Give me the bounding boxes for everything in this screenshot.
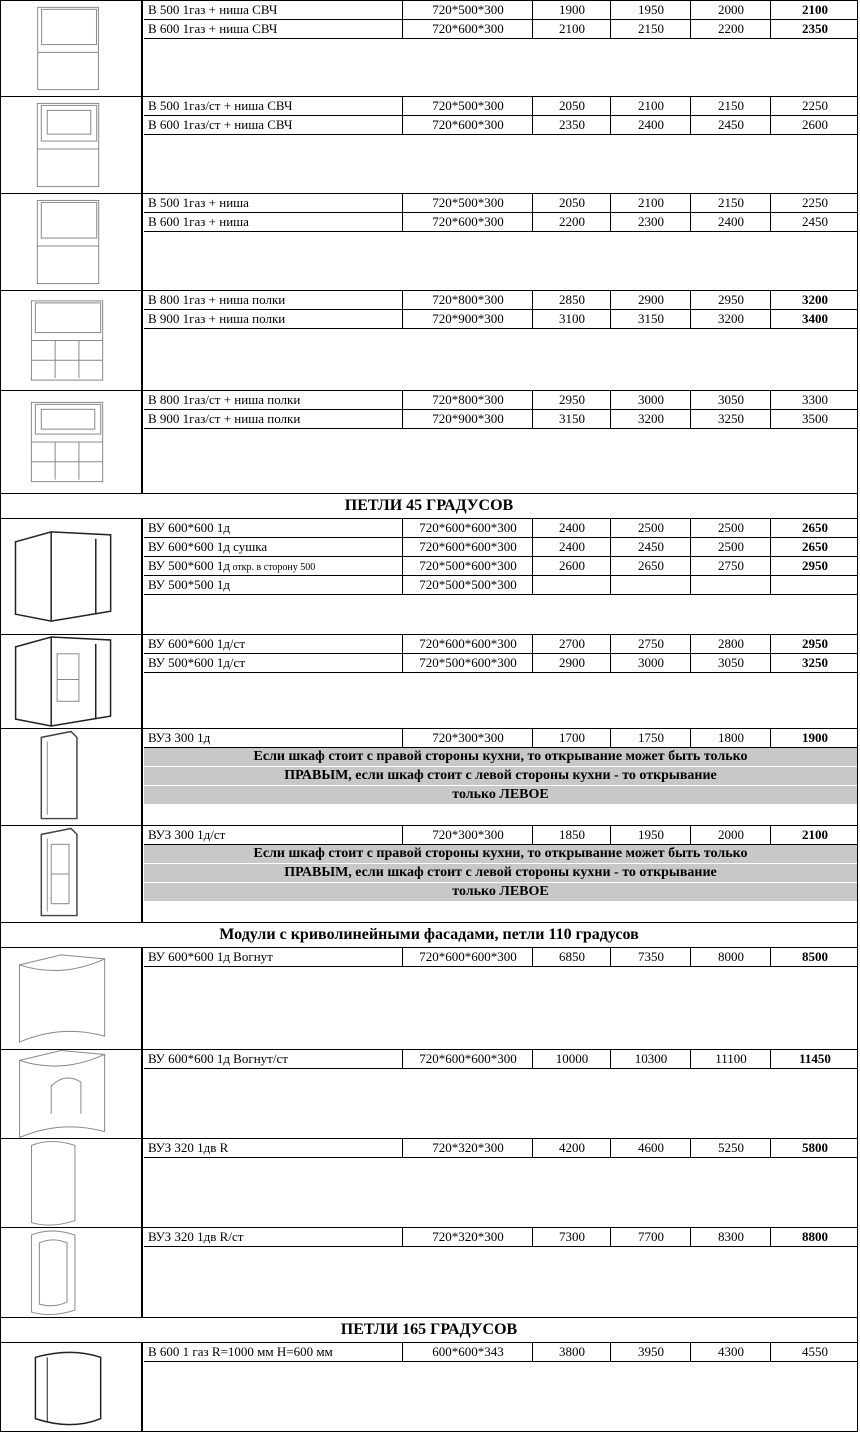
- opening-note: ПРАВЫМ, если шкаф стоит с левой стороны кухни - то открывание: [144, 864, 857, 883]
- dimensions: 720*800*300: [402, 391, 533, 409]
- price-3: 2400: [690, 213, 771, 231]
- price-1: 1700: [532, 729, 611, 747]
- price-1: 2850: [532, 291, 611, 309]
- product-block: [0, 826, 858, 923]
- price-4: 3200: [770, 291, 859, 309]
- product-image: [1, 948, 143, 1049]
- product-image: [1, 729, 143, 825]
- table-row: [144, 538, 857, 557]
- dimensions: 720*600*300: [402, 20, 533, 38]
- product-block: [0, 97, 858, 194]
- price-3: 2800: [690, 635, 771, 653]
- price-4: [770, 576, 859, 594]
- price-2: 2400: [610, 116, 691, 134]
- price-4: 2950: [770, 557, 859, 575]
- price-2: 2100: [610, 97, 691, 115]
- price-4: 8800: [770, 1228, 859, 1246]
- price-rows: [144, 1050, 857, 1069]
- dimensions: 720*300*300: [402, 729, 533, 747]
- dimensions: 720*500*500*300: [402, 576, 533, 594]
- price-3: 2000: [690, 826, 771, 844]
- price-3: 5250: [690, 1139, 771, 1157]
- table-row: [144, 1050, 857, 1069]
- price-1: 10000: [532, 1050, 611, 1068]
- product-block: [0, 729, 858, 826]
- product-image: [1, 194, 143, 290]
- price-rows: [144, 1343, 857, 1362]
- product-image: [1, 635, 143, 728]
- price-1: 2350: [532, 116, 611, 134]
- price-4: 4550: [770, 1343, 859, 1361]
- product-block: [0, 391, 858, 494]
- table-row: [144, 948, 857, 967]
- price-2: 4600: [610, 1139, 691, 1157]
- table-row: [144, 576, 857, 595]
- model-name: ВУЗ 320 1дв R/ст: [148, 1229, 244, 1244]
- product-image: [1, 519, 143, 634]
- table-row: [144, 391, 857, 410]
- wall-cabinet-microwave-niche-icon: [1, 1, 141, 96]
- opening-note: только ЛЕВОЕ: [144, 883, 857, 902]
- price-3: 2500: [690, 538, 771, 556]
- product-block: [0, 0, 858, 97]
- model-name: ВУЗ 320 1дв R: [148, 1140, 229, 1155]
- table-row: [144, 20, 857, 39]
- price-2: 1950: [610, 1, 691, 19]
- dimensions: 720*600*600*300: [402, 948, 533, 966]
- price-3: [690, 576, 771, 594]
- model-name: В 500 1газ + ниша: [148, 195, 249, 210]
- price-4: 2350: [770, 20, 859, 38]
- price-1: 2700: [532, 635, 611, 653]
- price-1: 1900: [532, 1, 611, 19]
- price-rows: [144, 1139, 857, 1158]
- price-3: 2000: [690, 1, 771, 19]
- table-row: [144, 310, 857, 329]
- price-4: 3400: [770, 310, 859, 328]
- dimensions: 720*500*600*300: [402, 654, 533, 672]
- dimensions: 720*800*300: [402, 291, 533, 309]
- price-4: 1900: [770, 729, 859, 747]
- model-name: В 800 1газ/ст + ниша полки: [148, 392, 301, 407]
- model-name: В 500 1газ/ст + ниша СВЧ: [148, 98, 293, 113]
- product-image: [1, 291, 143, 390]
- dimensions: 720*600*600*300: [402, 519, 533, 537]
- price-1: 2200: [532, 213, 611, 231]
- product-image: [1, 391, 143, 493]
- model-name: В 500 1газ + ниша СВЧ: [148, 2, 278, 17]
- model-name: В 600 1газ + ниша: [148, 214, 249, 229]
- price-4: 3300: [770, 391, 859, 409]
- price-4: 2250: [770, 194, 859, 212]
- price-3: 8300: [690, 1228, 771, 1246]
- product-block: [0, 635, 858, 729]
- price-2: 3200: [610, 410, 691, 428]
- dimensions: 720*500*300: [402, 194, 533, 212]
- price-3: 2150: [690, 97, 771, 115]
- price-1: 3150: [532, 410, 611, 428]
- corner-wall-cabinet-glass-icon: [1, 635, 141, 728]
- price-2: 2100: [610, 194, 691, 212]
- price-4: 2600: [770, 116, 859, 134]
- price-3: 11100: [690, 1050, 771, 1068]
- model-name: В 600 1 газ R=1000 мм H=600 мм: [148, 1344, 333, 1359]
- price-3: 2450: [690, 116, 771, 134]
- product-image: [1, 1228, 143, 1317]
- price-1: 2100: [532, 20, 611, 38]
- price-2: 3000: [610, 654, 691, 672]
- wall-cabinet-glass-microwave-niche-icon: [1, 97, 141, 193]
- dimensions: 720*300*300: [402, 826, 533, 844]
- price-3: 2750: [690, 557, 771, 575]
- wall-cabinet-shelf-niche-icon: [1, 291, 141, 390]
- dimensions: 600*600*343: [402, 1343, 533, 1361]
- product-image: [1, 1343, 143, 1431]
- product-image: [1, 1139, 143, 1227]
- model-name: ВУ 500*500 1д: [148, 577, 230, 592]
- price-4: 2650: [770, 519, 859, 537]
- price-2: 7700: [610, 1228, 691, 1246]
- price-2: [610, 576, 691, 594]
- model-name: В 900 1газ/ст + ниша полки: [148, 411, 301, 426]
- opening-note: ПРАВЫМ, если шкаф стоит с левой стороны кухни - то открывание: [144, 767, 857, 786]
- price-1: 3100: [532, 310, 611, 328]
- section-heading: Модули с криволинейными фасадами, петли 110 градусов: [0, 923, 858, 948]
- price-1: 2400: [532, 519, 611, 537]
- price-1: 4200: [532, 1139, 611, 1157]
- dimensions: 720*900*300: [402, 410, 533, 428]
- price-4: 3500: [770, 410, 859, 428]
- product-block: [0, 1343, 858, 1432]
- model-note: откр. в сторону 500: [229, 562, 316, 573]
- price-1: 2050: [532, 194, 611, 212]
- price-2: 2650: [610, 557, 691, 575]
- radius-gas-lift-cabinet-icon: [1, 1343, 141, 1431]
- product-image: [1, 97, 143, 193]
- price-3: 1800: [690, 729, 771, 747]
- section-heading: ПЕТЛИ 45 ГРАДУСОВ: [0, 494, 858, 519]
- product-block: [0, 1228, 858, 1318]
- table-row: [144, 729, 857, 748]
- price-1: 2950: [532, 391, 611, 409]
- price-3: 3200: [690, 310, 771, 328]
- price-3: 2500: [690, 519, 771, 537]
- section-heading: ПЕТЛИ 165 ГРАДУСОВ: [0, 1318, 858, 1343]
- model-name: В 900 1газ + ниша полки: [148, 311, 286, 326]
- price-rows: [144, 729, 857, 805]
- price-4: 2100: [770, 826, 859, 844]
- price-4: 2250: [770, 97, 859, 115]
- price-1: 3800: [532, 1343, 611, 1361]
- price-2: 2750: [610, 635, 691, 653]
- price-4: 2950: [770, 635, 859, 653]
- price-2: 2450: [610, 538, 691, 556]
- opening-note: Если шкаф стоит с правой стороны кухни, то открывание может быть только: [144, 748, 857, 767]
- dimensions: 720*600*600*300: [402, 1050, 533, 1068]
- price-rows: [144, 635, 857, 673]
- wall-cabinet-glass-shelf-niche-icon: [1, 391, 141, 493]
- table-row: [144, 1, 857, 20]
- dimensions: 720*600*300: [402, 213, 533, 231]
- dimensions: 720*900*300: [402, 310, 533, 328]
- table-row: [144, 1343, 857, 1362]
- product-block: [0, 1139, 858, 1228]
- price-1: 6850: [532, 948, 611, 966]
- price-rows: [144, 948, 857, 967]
- dimensions: 720*500*300: [402, 97, 533, 115]
- price-3: 4300: [690, 1343, 771, 1361]
- price-4: 3250: [770, 654, 859, 672]
- model-name: ВУЗ 300 1д/ст: [148, 827, 226, 842]
- model-name: В 800 1газ + ниша полки: [148, 292, 286, 307]
- dimensions: 720*600*600*300: [402, 635, 533, 653]
- product-image: [1, 1, 143, 96]
- dimensions: 720*500*300: [402, 1, 533, 19]
- dimensions: 720*600*300: [402, 116, 533, 134]
- price-rows: [144, 391, 857, 429]
- product-image: [1, 826, 143, 922]
- model-name: ВУ 500*600 1д откр. в сторону 500: [148, 558, 316, 573]
- price-4: 11450: [770, 1050, 859, 1068]
- price-rows: [144, 1228, 857, 1247]
- price-rows: [144, 97, 857, 135]
- product-block: [0, 948, 858, 1050]
- price-2: 3000: [610, 391, 691, 409]
- price-2: 10300: [610, 1050, 691, 1068]
- product-block: [0, 1050, 858, 1139]
- price-4: 2450: [770, 213, 859, 231]
- price-1: 2400: [532, 538, 611, 556]
- model-name: ВУ 500*600 1д/ст: [148, 655, 245, 670]
- price-3: 3050: [690, 654, 771, 672]
- product-block: [0, 291, 858, 391]
- price-2: 2150: [610, 20, 691, 38]
- radius-end-cabinet-icon: [1, 1139, 141, 1227]
- price-rows: [144, 291, 857, 329]
- price-1: 7300: [532, 1228, 611, 1246]
- price-3: 3250: [690, 410, 771, 428]
- model-name: ВУ 600*600 1д/ст: [148, 636, 245, 651]
- price-3: 2950: [690, 291, 771, 309]
- price-rows: [144, 194, 857, 232]
- product-block: [0, 519, 858, 635]
- model-name: ВУ 600*600 1д сушка: [148, 539, 268, 554]
- dimensions: 720*600*600*300: [402, 538, 533, 556]
- price-1: 2600: [532, 557, 611, 575]
- price-rows: [144, 519, 857, 595]
- table-row: [144, 826, 857, 845]
- price-2: 1750: [610, 729, 691, 747]
- price-4: 8500: [770, 948, 859, 966]
- model-name: В 600 1газ/ст + ниша СВЧ: [148, 117, 293, 132]
- price-rows: [144, 1, 857, 39]
- table-row: [144, 519, 857, 538]
- model-name: В 600 1газ + ниша СВЧ: [148, 21, 278, 36]
- price-3: 2200: [690, 20, 771, 38]
- price-3: 3050: [690, 391, 771, 409]
- corner-wall-cabinet-icon: [1, 519, 141, 634]
- table-row: [144, 291, 857, 310]
- end-wall-cabinet-glass-icon: [1, 826, 141, 922]
- model-name: ВУЗ 300 1д: [148, 730, 211, 745]
- price-2: 3150: [610, 310, 691, 328]
- table-row: [144, 1139, 857, 1158]
- table-row: [144, 97, 857, 116]
- dimensions: 720*320*300: [402, 1139, 533, 1157]
- price-2: 2900: [610, 291, 691, 309]
- table-row: [144, 654, 857, 673]
- price-4: 2650: [770, 538, 859, 556]
- price-2: 7350: [610, 948, 691, 966]
- price-4: 2100: [770, 1, 859, 19]
- price-2: 3950: [610, 1343, 691, 1361]
- price-3: 2150: [690, 194, 771, 212]
- table-row: [144, 410, 857, 429]
- dimensions: 720*320*300: [402, 1228, 533, 1246]
- table-row: [144, 116, 857, 135]
- price-4: 5800: [770, 1139, 859, 1157]
- product-block: [0, 194, 858, 291]
- price-1: 1850: [532, 826, 611, 844]
- price-2: 2300: [610, 213, 691, 231]
- model-name: ВУ 600*600 1д Вогнут: [148, 949, 273, 964]
- table-row: [144, 194, 857, 213]
- price-2: 1950: [610, 826, 691, 844]
- wall-cabinet-niche-icon: [1, 194, 141, 290]
- price-1: [532, 576, 611, 594]
- model-name: ВУ 600*600 1д Вогнут/ст: [148, 1051, 288, 1066]
- model-name: ВУ 600*600 1д: [148, 520, 230, 535]
- opening-note: только ЛЕВОЕ: [144, 786, 857, 805]
- price-2: 2500: [610, 519, 691, 537]
- table-row: [144, 213, 857, 232]
- table-row: [144, 1228, 857, 1247]
- opening-note: Если шкаф стоит с правой стороны кухни, то открывание может быть только: [144, 845, 857, 864]
- table-row: [144, 635, 857, 654]
- product-image: [1, 1050, 143, 1138]
- end-wall-cabinet-icon: [1, 729, 141, 825]
- curved-corner-cabinet-icon: [1, 948, 141, 1049]
- price-1: 2900: [532, 654, 611, 672]
- curved-corner-cabinet-glass-icon: [1, 1050, 141, 1138]
- price-3: 8000: [690, 948, 771, 966]
- price-1: 2050: [532, 97, 611, 115]
- dimensions: 720*500*600*300: [402, 557, 533, 575]
- table-row: [144, 557, 857, 576]
- price-rows: [144, 826, 857, 902]
- radius-end-cabinet-glass-icon: [1, 1228, 141, 1317]
